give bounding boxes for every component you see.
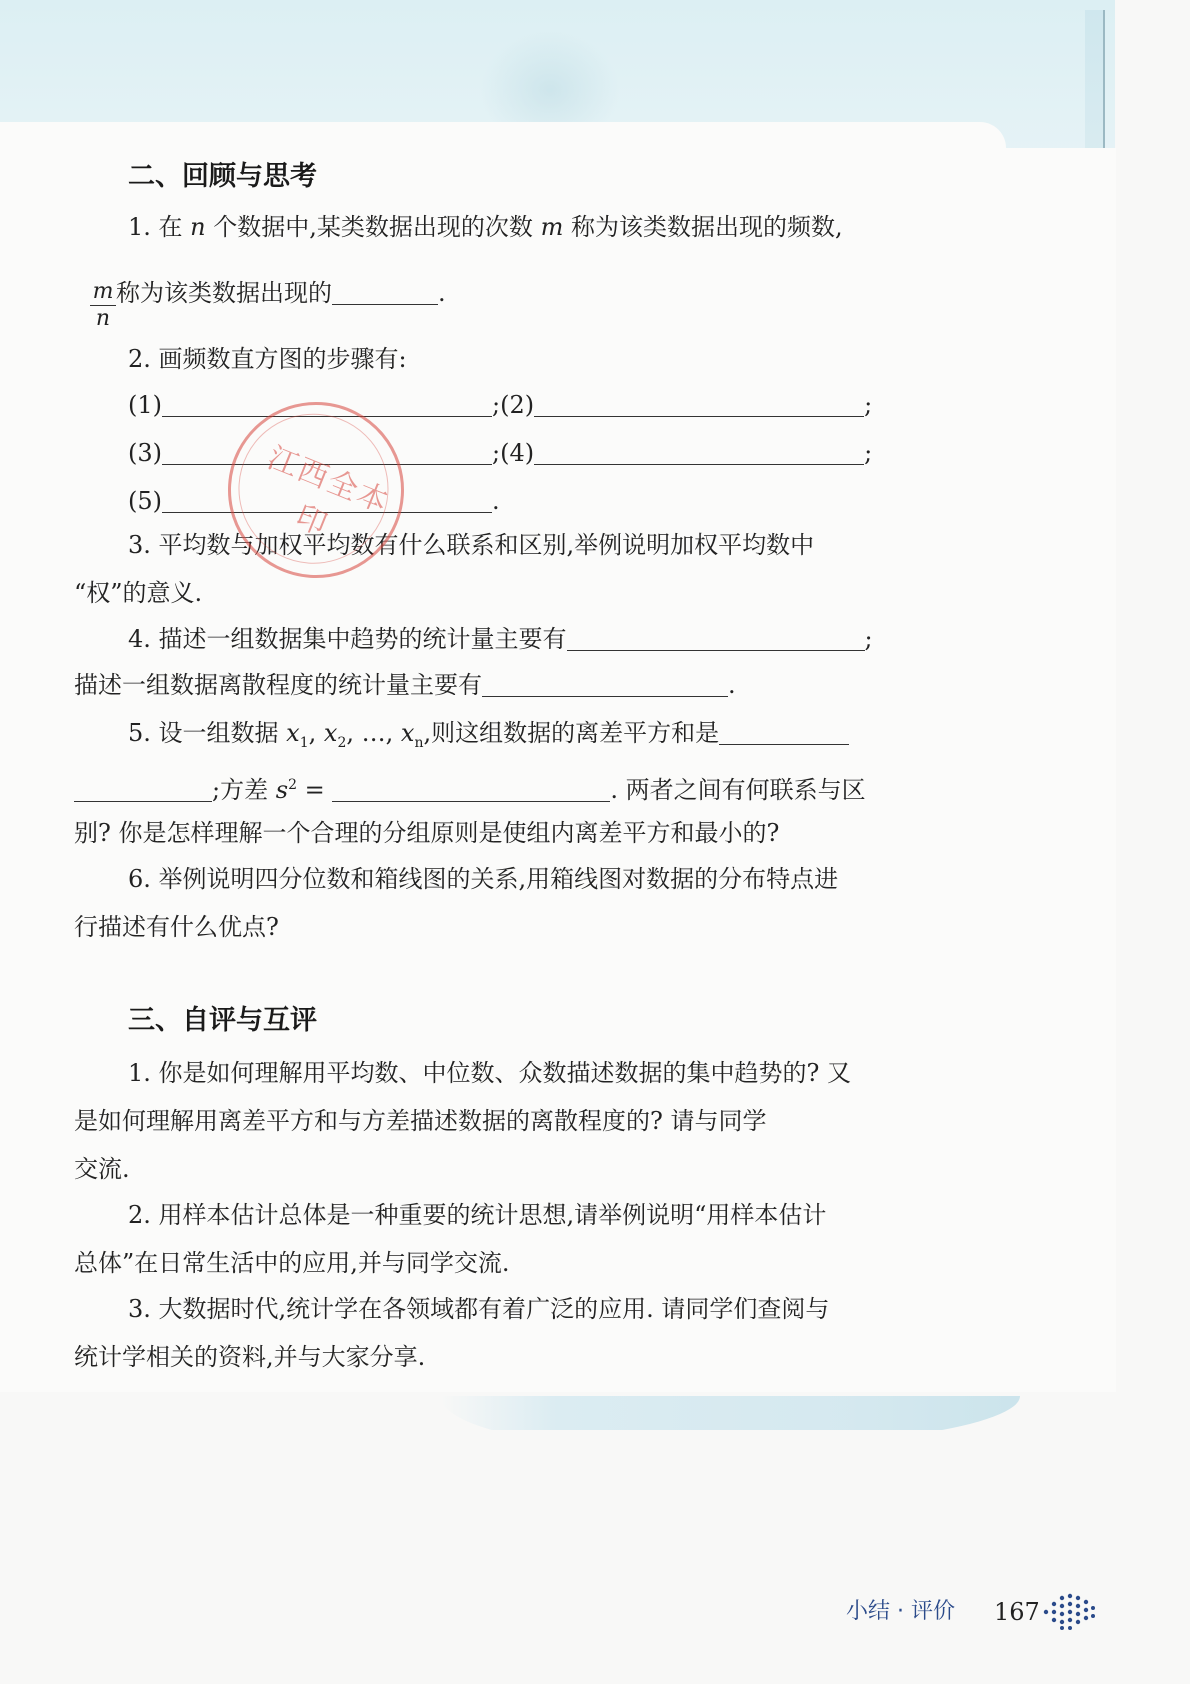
evaluation-1-line-2: 是如何理解用离差平方和与方差描述数据的离散程度的? 请与同学 bbox=[74, 1107, 767, 1135]
page-number: 167 bbox=[994, 1598, 1040, 1626]
step-5-end: . bbox=[492, 487, 500, 515]
stamp-text: 江西全本印 bbox=[262, 440, 395, 544]
fraction-denominator: n bbox=[95, 306, 111, 331]
step-2-end: ; bbox=[864, 391, 873, 419]
question-6-line-2: 行描述有什么优点? bbox=[74, 913, 279, 941]
q5-text-b: ,则这组数据的离差平方和是 bbox=[423, 719, 720, 747]
q1-var-n: n bbox=[190, 213, 206, 241]
step-4-blank[interactable] bbox=[534, 440, 864, 465]
q5-dots: …, bbox=[361, 719, 394, 747]
step-4-label: ;(4) bbox=[492, 439, 535, 467]
evaluation-3-line-2: 统计学相关的资料,并与大家分享. bbox=[74, 1343, 426, 1371]
q5-text-a: 5. 设一组数据 bbox=[128, 719, 279, 747]
q1-text-b: 个数据中,某类数据出现的次数 bbox=[213, 213, 533, 241]
chapter-label: 小结 · 评价 bbox=[846, 1599, 955, 1624]
evaluation-1-line-3: 交流. bbox=[74, 1155, 130, 1183]
q4-end-a: ; bbox=[864, 625, 873, 653]
section-2-title: 二、回顾与思考 bbox=[128, 161, 317, 192]
fraction-numerator: m bbox=[92, 279, 114, 304]
bottom-margin bbox=[0, 1430, 1190, 1684]
q5-x2: x bbox=[323, 719, 338, 747]
evaluation-3-line-1: 3. 大数据时代,统计学在各领域都有着广泛的应用. 请同学们查阅与 bbox=[128, 1295, 830, 1323]
q1-text-d: 称为该类数据出现的 bbox=[116, 279, 332, 307]
q5-text-c: ;方差 bbox=[212, 776, 269, 804]
question-1-line-2 bbox=[116, 278, 446, 308]
question-5-line-2 bbox=[74, 770, 866, 805]
q5-blank-2[interactable] bbox=[332, 777, 610, 802]
step-1-label: (1) bbox=[128, 391, 162, 419]
q4-text-a: 4. 描述一组数据集中趋势的统计量主要有 bbox=[128, 625, 567, 653]
evaluation-1-line-1: 1. 你是如何理解用平均数、中位数、众数描述数据的集中趋势的? 又 bbox=[128, 1059, 852, 1087]
step-5-label: (5) bbox=[128, 487, 162, 515]
question-1-line-1 bbox=[128, 212, 843, 242]
q5-sup-2: 2 bbox=[288, 777, 297, 793]
q4-end-b: . bbox=[728, 671, 736, 699]
step-3-label: (3) bbox=[128, 439, 162, 467]
dotted-arrow-icon bbox=[1040, 1590, 1100, 1634]
q5-sub-2: 2 bbox=[337, 734, 347, 751]
question-2: 2. 画频数直方图的步骤有: bbox=[128, 345, 407, 373]
q5-var-s: s bbox=[275, 776, 289, 804]
q5-sub-n: n bbox=[414, 734, 424, 751]
step-4-end: ; bbox=[864, 439, 873, 467]
q1-text-c: 称为该类数据出现的频数, bbox=[570, 213, 843, 241]
steps-row-1 bbox=[128, 390, 872, 420]
q5-x1: x bbox=[286, 719, 300, 747]
question-3-line-1: 3. 平均数与加权平均数有什么联系和区别,举例说明加权平均数中 bbox=[128, 531, 815, 559]
q5-text-d: . 两者之间有何联系与区 bbox=[610, 776, 866, 804]
q5-blank-1a[interactable] bbox=[719, 720, 849, 745]
q1-blank[interactable] bbox=[332, 280, 438, 305]
content-card-edge bbox=[1006, 148, 1116, 1392]
section-3-title: 三、自评与互评 bbox=[128, 1005, 317, 1036]
evaluation-2-line-1: 2. 用样本估计总体是一种重要的统计思想,请举例说明“用样本估计 bbox=[128, 1201, 827, 1229]
q5-xn: x bbox=[400, 719, 415, 747]
question-5-line-1: 5. 设一组数据 $x_1$, $x_2$, …, $x_n$,则这组数据的离差平方和是 bbox=[128, 718, 849, 758]
question-6-line-1: 6. 举例说明四分位数和箱线图的关系,用箱线图对数据的分布特点进 bbox=[128, 865, 839, 893]
question-5-line-3: 别? 你是怎样理解一个合理的分组原则是使组内离差平方和最小的? bbox=[74, 819, 780, 847]
q5-equals: = bbox=[304, 776, 325, 804]
q5-blank-1b[interactable] bbox=[74, 777, 212, 802]
evaluation-2-line-2: 总体”在日常生活中的应用,并与同学交流. bbox=[74, 1249, 510, 1277]
question-4-line-1 bbox=[128, 624, 873, 654]
q5-sub-1: 1 bbox=[299, 734, 309, 751]
question-4-line-2 bbox=[74, 670, 736, 700]
step-2-label: ;(2) bbox=[492, 391, 535, 419]
q1-end: . bbox=[438, 279, 446, 307]
question-3-line-2: “权”的意义. bbox=[74, 579, 203, 607]
q4-blank-1[interactable] bbox=[567, 626, 865, 651]
q4-text-b: 描述一组数据离散程度的统计量主要有 bbox=[74, 671, 482, 699]
fraction-m-over-n bbox=[90, 280, 116, 331]
q1-var-m: m bbox=[540, 213, 564, 241]
q1-text-a: 1. 在 bbox=[128, 213, 183, 241]
step-2-blank[interactable] bbox=[534, 392, 864, 417]
q4-blank-2[interactable] bbox=[482, 672, 728, 697]
